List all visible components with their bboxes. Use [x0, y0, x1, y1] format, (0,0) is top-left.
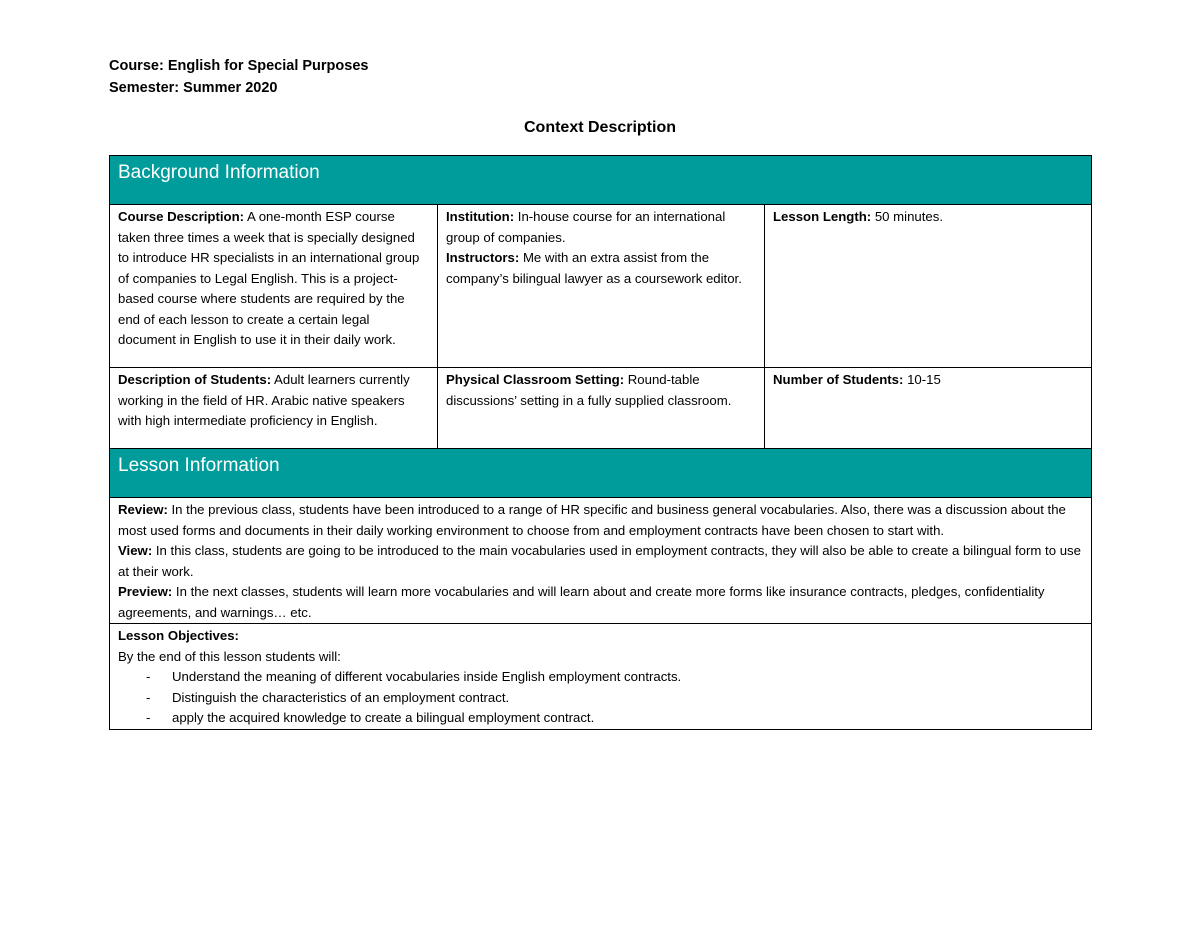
institution-label: Institution:	[446, 209, 515, 224]
semester-line	[109, 77, 368, 99]
lesson-length-label: Lesson Length:	[773, 209, 872, 224]
preview-text: In the next classes, students will learn more vocabularies and will learn about and create more forms like insurance contracts, pledges, confidentiality agreements, and warnings… etc.	[118, 584, 1045, 620]
objective-item: - Distinguish the characteristics of an employment contract.	[118, 688, 1083, 709]
background-row-1	[110, 205, 1092, 368]
classroom-setting-label: Physical Classroom Setting:	[446, 372, 625, 387]
document-title: Context Description	[523, 119, 676, 136]
review-text: In the previous class, students have been introduced to a range of HR specific and business general vocabularies. Also, there was a discussion about the most used forms and documents in their daily working environment to choose from and employment contracts have been chosen to start with.	[118, 502, 1066, 538]
institution-text: In-house course for an international group of companies.	[446, 209, 726, 245]
objectives-label: Lesson Objectives:	[118, 628, 239, 643]
lesson-info-row	[110, 498, 1092, 624]
course-label: Course:	[109, 58, 164, 74]
view-text: In this class, students are going to be introduced to the main vocabularies used in employment contracts, they will also be able to create a bilingual form to use at their work.	[118, 543, 1081, 579]
instructors-label: Instructors:	[446, 250, 520, 265]
students-description-label: Description of Students:	[118, 372, 272, 387]
view-label: View:	[118, 543, 153, 558]
course-description-text: A one-month ESP course taken three times a week that is specially designed to introduce HR specialists in an international group of companies to Legal English. This is a project-based course where students are required by the end of each lesson to create a certain legal document in English to use it in their daily work.	[118, 209, 420, 347]
document-header	[109, 55, 368, 99]
course-description-label: Course Description:	[118, 209, 245, 224]
objectives-cell	[110, 624, 1092, 730]
semester-value: Summer 2020	[183, 80, 278, 96]
background-row-2	[110, 368, 1092, 449]
objectives-list	[118, 667, 1083, 729]
lesson-info-cell	[110, 498, 1092, 624]
institution-cell	[438, 205, 765, 368]
students-description-text: Adult learners currently working in the field of HR. Arabic native speakers with high intermediate proficiency in English.	[118, 372, 410, 428]
lesson-heading: Lesson Information	[110, 449, 1092, 498]
context-table	[109, 155, 1092, 730]
lesson-heading-row	[110, 449, 1092, 498]
number-of-students-cell	[765, 368, 1092, 449]
instructors-text: Me with an extra assist from the company’s bilingual lawyer as a coursework editor.	[446, 250, 742, 286]
classroom-setting-text: Round-table discussions’ setting in a fully supplied classroom.	[446, 372, 732, 408]
lesson-length-text: 50 minutes.	[871, 209, 944, 224]
review-label: Review:	[118, 502, 168, 517]
number-of-students-text: 10-15	[903, 372, 941, 387]
objective-item: - Understand the meaning of different vocabularies inside English employment contracts.	[118, 667, 1083, 688]
preview-label: Preview:	[118, 584, 173, 599]
objectives-row	[110, 624, 1092, 730]
objective-item: - apply the acquired knowledge to create a bilingual employment contract.	[118, 708, 1083, 729]
students-description-cell	[110, 368, 438, 449]
course-value: English for Special Purposes	[167, 58, 369, 74]
semester-label: Semester:	[109, 80, 180, 96]
background-heading-row	[110, 156, 1092, 205]
classroom-setting-cell	[438, 368, 765, 449]
background-heading: Background Information	[110, 156, 1092, 205]
course-description-cell	[110, 205, 438, 368]
course-line	[109, 55, 368, 77]
number-of-students-label: Number of Students:	[773, 372, 904, 387]
lesson-length-cell	[765, 205, 1092, 368]
objectives-intro: By the end of this lesson students will:	[118, 648, 341, 664]
